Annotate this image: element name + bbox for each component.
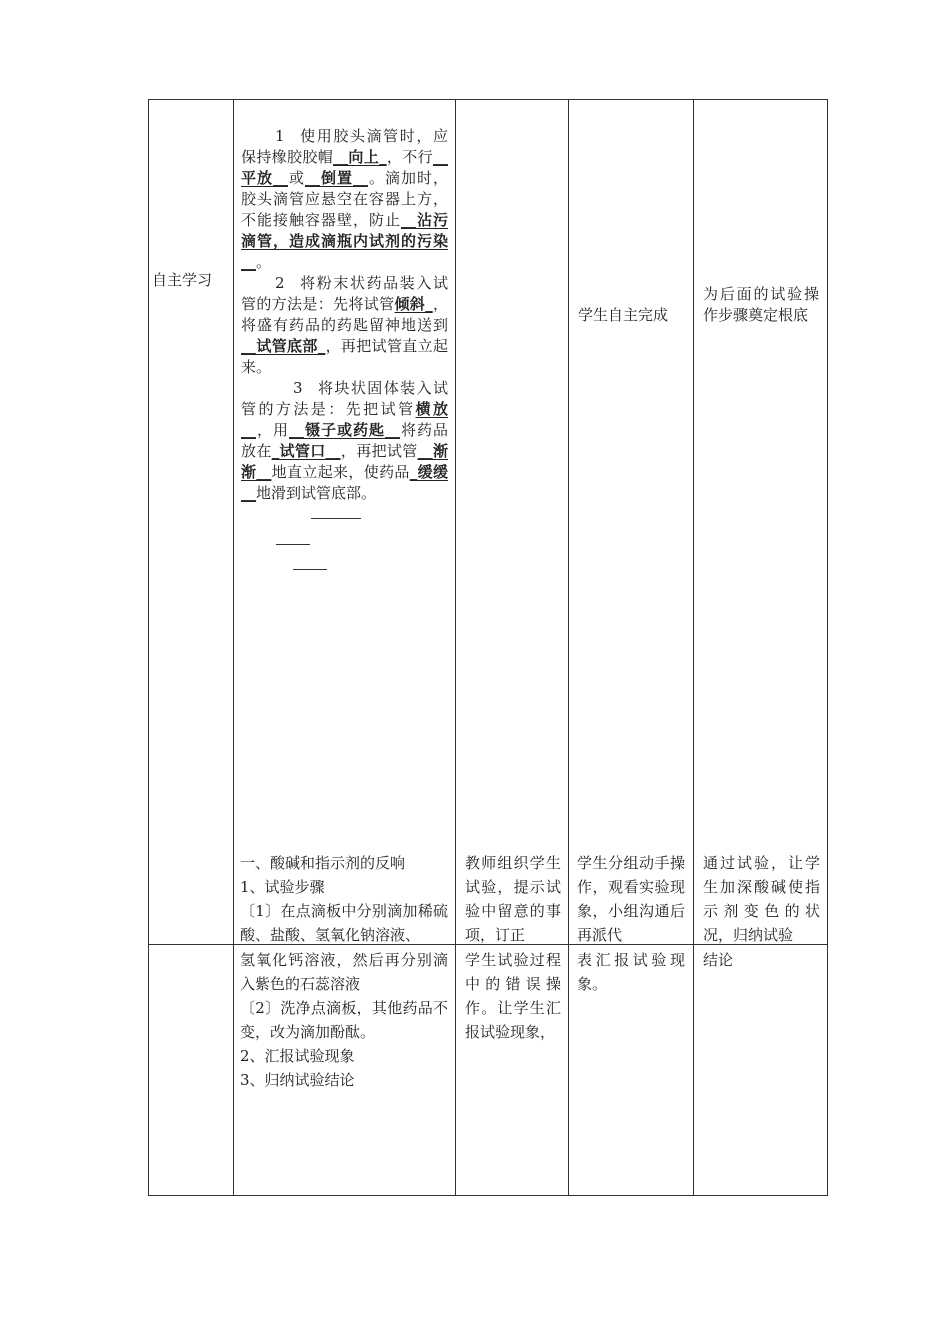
question-text: ，用 [256,421,289,439]
teacher-activity-text: 教师组织学生试验，提示试验中留意的事项，订正 [465,854,561,944]
section-label [152,270,230,291]
teacher-activity-top [465,851,561,947]
answer-blank: __沾污滴管，造成滴瓶内试剂的污染__ [241,211,448,271]
question-text: ，再把试管直立起来。 [241,337,448,376]
question-text: 将药品放在 [241,421,448,460]
table-left-border [148,99,149,1196]
answer-blank: __向上_ [333,148,387,166]
question-text: 地滑到试管底部。 [256,484,377,502]
study-item-1 [241,126,448,273]
column-divider-1 [233,99,234,1196]
question-text: 地直立起来，使药品 [271,463,410,481]
experiment-content-bottom [240,948,448,1092]
student-activity-text: 学生自主完成 [578,306,669,324]
section-label-text: 自主学习 [152,271,213,289]
teacher-activity-bottom [465,948,561,1044]
student-activity-bottom [577,948,685,996]
content-line: 一、酸碱和指示剂的反响 [240,854,406,872]
question-text: 。滴加时，胶头滴管应悬空在容器上方，不能接触容器壁，防止 [241,169,448,229]
content-line: 3、归纳试验结论 [240,1071,355,1089]
student-activity-top [577,851,685,947]
table-bottom-border [148,1195,828,1196]
table-right-border [827,99,828,1196]
answer-blank: 横放__ [241,400,448,439]
answer-blank: __倒置__ [305,169,368,187]
question-text: 或 [288,169,305,187]
question-text: 使用胶头滴管时，应保持橡胶胶帽 [241,127,448,166]
table-top-border [148,99,828,100]
teacher-activity-text: 学生试验过程中的错误操作。让学生汇报试验现象， [465,951,561,1041]
design-intent-text: 通过试验，让学生加深酸碱使指示剂变色的状况，归纳试验 [703,854,820,944]
column-divider-3 [568,99,569,1196]
question-text: 。 [256,253,272,271]
blank-rule [276,544,310,545]
design-intent-text: 结论 [703,951,734,969]
design-intent-top [703,851,820,947]
content-line: 2、汇报试验现象 [240,1047,355,1065]
column-divider-4 [693,99,694,1196]
design-intent [703,284,819,326]
design-intent-bottom [703,948,820,972]
study-item-number: 2 [275,274,285,292]
study-item-3 [241,378,448,504]
question-text: ，将盛有药品的药匙留神地送到 [241,295,448,334]
student-activity-text: 表汇报试验现象。 [577,951,685,993]
blank-rule [293,569,327,570]
study-item-number: 3 [293,379,303,397]
answer-blank: __渐渐__ [241,442,448,481]
content-line: 氢氧化钙溶液，然后再分别滴入紫色的石蕊溶液 [240,951,448,993]
answer-blank: __镊子或药匙__ [289,421,400,439]
question-text: 将块状固体装入试管的方法是：先把试管 [241,379,448,418]
answer-blank: 倾斜_ [394,295,433,313]
study-item-2 [241,273,448,378]
answer-blank: __试管底部_ [241,337,326,355]
column-divider-2 [455,99,456,1196]
design-intent-text: 为后面的试验操作步骤奠定根底 [703,285,819,324]
question-text: 将粉末状药品装入试管的方法是：先将试管 [241,274,448,313]
question-text: ，不行 [386,148,433,166]
answer-blank: _缓缓__ [241,463,448,502]
student-activity [578,305,688,326]
content-line: 1、试验步骤 [240,878,325,896]
content-line: 〔1〕在点滴板中分别滴加稀硫酸、盐酸、氢氧化钠溶液、 [240,902,448,944]
answer-blank: _试管口__ [271,442,341,460]
question-text: ，再把试管 [340,442,418,460]
content-line: 〔2〕洗净点滴板，其他药品不变，改为滴加酚酞。 [240,999,448,1041]
experiment-content-top [240,851,448,947]
self-study-content [241,126,448,504]
answer-blank: __平放__ [241,148,448,187]
study-item-number: 1 [275,127,285,145]
student-activity-text: 学生分组动手操作，观看实验现象，小组沟通后再派代 [577,854,685,944]
blank-rule [311,518,361,519]
